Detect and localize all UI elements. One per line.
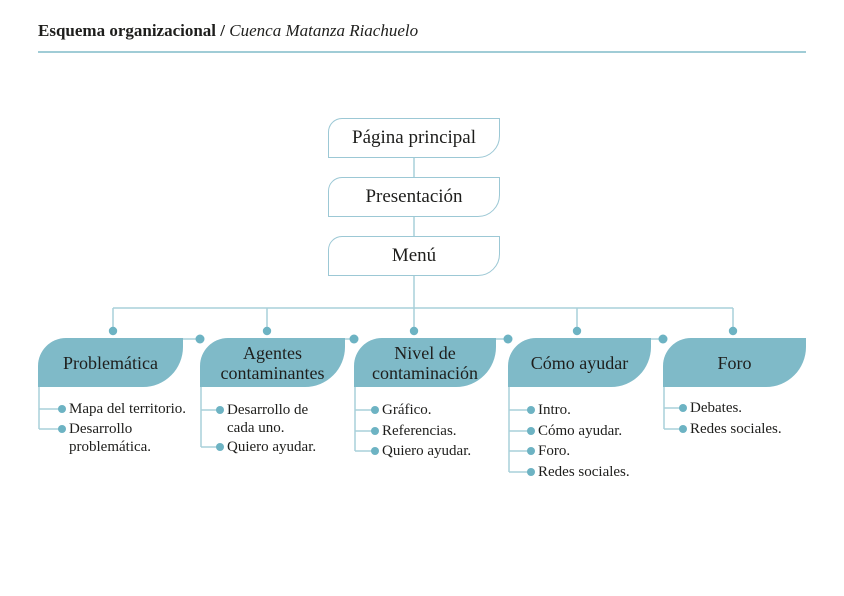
bullet-dot — [371, 447, 379, 455]
page-title-sub: Cuenca Matanza Riachuelo — [229, 21, 419, 40]
branch-box-foro — [663, 338, 806, 387]
bullet-dot — [527, 406, 535, 414]
node-label: Presentación — [365, 186, 463, 207]
branch-box-nivel-contaminacion — [354, 338, 496, 387]
leaf-connectors-como-ayudar — [509, 387, 535, 476]
branch-title: Nivel de contaminación — [372, 342, 478, 383]
leaf-connectors-foro — [664, 387, 687, 433]
leaf-item-quiero-ayudar: Quiero ayudar. — [227, 439, 317, 455]
leaf-item-debates: Debates. — [690, 400, 743, 416]
bullet-dot — [371, 427, 379, 435]
bullet-dot — [527, 427, 535, 435]
leaf-item-mapa-del-territorio: Mapa del territorio. — [69, 401, 187, 417]
leaf-item-quiero-ayudar: Quiero ayudar. — [382, 443, 472, 459]
branch-box-como-ayudar — [508, 338, 651, 387]
branch-box-agentes-contaminantes — [200, 338, 345, 387]
branch-title: Foro — [717, 352, 752, 373]
bullet-dot — [679, 404, 687, 412]
bullet-dot — [216, 406, 224, 414]
box-corner-dot — [659, 335, 668, 344]
leaf-item-como-ayudar: Cómo ayudar. — [538, 423, 623, 439]
leaf-connectors-nivel — [355, 387, 379, 455]
branch-anchor-dot — [573, 327, 581, 335]
node-label: Página principal — [352, 127, 476, 148]
bullet-dot — [679, 425, 687, 433]
leaf-item-redes-sociales: Redes sociales. — [690, 421, 782, 437]
branch-anchor-dot — [109, 327, 117, 335]
leaf-connectors-problematica — [39, 387, 66, 433]
node-menu — [328, 236, 500, 276]
leaf-connectors-agentes — [201, 387, 224, 451]
branch-anchor-dot — [410, 327, 418, 335]
branch-box-problematica — [38, 338, 183, 387]
leaf-item-intro: Intro. — [538, 402, 571, 418]
leaf-item-redes-sociales: Redes sociales. — [538, 464, 630, 480]
node-pagina-principal — [328, 118, 500, 158]
leaf-item-grafico: Gráfico. — [382, 402, 432, 418]
bullet-dot — [371, 406, 379, 414]
node-presentacion — [328, 177, 500, 217]
bullet-dot — [58, 405, 66, 413]
branch-anchor-dot — [729, 327, 737, 335]
branch-anchor-dot — [263, 327, 271, 335]
leaf-item-referencias: Referencias. — [382, 423, 457, 439]
node-label: Menú — [391, 245, 437, 266]
leaf-item-desarrollo-problematica: Desarrollo problemática. — [69, 421, 152, 455]
bullet-dot — [527, 468, 535, 476]
leaf-item-foro: Foro. — [538, 443, 571, 459]
box-corner-dot — [504, 335, 513, 344]
page-title-main: Esquema organizacional / — [38, 21, 226, 40]
branch-title: Agentes contaminantes — [220, 342, 325, 383]
bullet-dot — [58, 425, 66, 433]
bullet-dot — [216, 443, 224, 451]
leaf-item-desarrollo-de-cada-uno: Desarrollo de cada uno. — [227, 402, 309, 436]
branch-title: Cómo ayudar — [530, 352, 629, 373]
bullet-dot — [527, 447, 535, 455]
branch-title: Problemática — [63, 352, 158, 373]
